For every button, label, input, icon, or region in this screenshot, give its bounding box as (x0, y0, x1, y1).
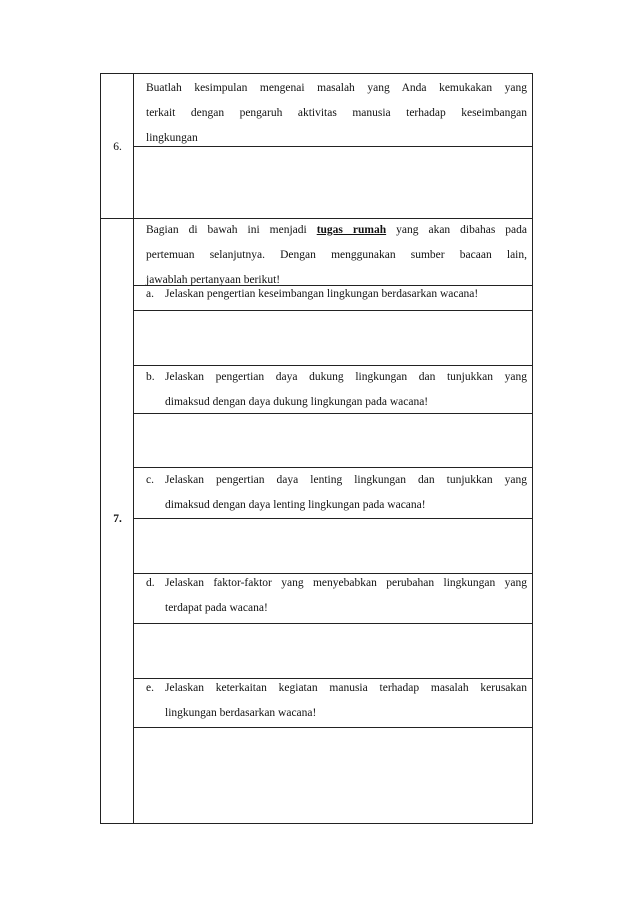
answer-box-c[interactable] (134, 519, 532, 573)
sub-question-letter: b. (146, 371, 155, 383)
sub-question-a (146, 282, 527, 307)
question-6-text (146, 76, 527, 151)
sub-question-text (165, 676, 527, 726)
sub-question-line-1: Jelaskan faktor-faktor yang menyebabkan perubahan lingkungan yang (165, 577, 527, 589)
answer-box-b[interactable] (134, 414, 532, 467)
sub-question-text (165, 365, 527, 415)
sub-question-letter: d. (146, 577, 155, 589)
question-7-intro-line-1 (146, 218, 527, 243)
question-7-intro-line-3: jawablah pertanyaan berikut! (146, 274, 281, 286)
answer-box-e[interactable] (134, 728, 532, 823)
sub-question-e (146, 676, 527, 726)
question-6-line-3: lingkungan (146, 132, 198, 144)
worksheet-table (100, 73, 533, 824)
question-number-6: 6. (113, 141, 122, 153)
sub-question-line-1: Jelaskan keterkaitan kegiatan manusia terhadap masalah kerusakan (165, 682, 527, 694)
sub-question-line-1: Jelaskan pengertian daya lenting lingkungan dan tunjukkan yang (165, 474, 527, 486)
answer-box-a[interactable] (134, 311, 532, 365)
question-number-7: 7. (113, 513, 122, 525)
sub-question-text (165, 468, 527, 518)
sub-question-line-1: Jelaskan pengertian daya dukung lingkungan dan tunjukkan yang (165, 371, 527, 383)
sub-question-b (146, 365, 527, 415)
number-column (101, 74, 134, 823)
sub-question-d (146, 571, 527, 621)
sub-question-letter: e. (146, 682, 154, 694)
sub-question-text (165, 571, 527, 621)
sub-question-line-2: dimaksud dengan daya dukung lingkungan pada wacana! (165, 396, 429, 408)
sub-question-letter: a. (146, 288, 154, 300)
question-6-line-2: terkait dengan pengaruh aktivitas manusia terhadap keseimbangan (146, 107, 527, 119)
sub-question-text: Jelaskan pengertian keseimbangan lingkungan berdasarkan wacana! (165, 288, 479, 300)
answer-box-6[interactable] (134, 147, 532, 218)
sub-question-c (146, 468, 527, 518)
question-6-line-1: Buatlah kesimpulan mengenai masalah yang Anda kemukakan yang (146, 82, 527, 94)
intro-before: Bagian di bawah ini menjadi (146, 224, 307, 236)
intro-after: yang akan dibahas pada (396, 224, 528, 236)
sub-question-letter: c. (146, 474, 154, 486)
answer-box-d[interactable] (134, 624, 532, 679)
homework-emphasis: tugas rumah (316, 224, 387, 236)
question-7-intro-line-2: pertemuan selanjutnya. Dengan menggunakan sumber bacaan lain, (146, 249, 527, 261)
sub-question-line-2: dimaksud dengan daya lenting lingkungan pada wacana! (165, 499, 426, 511)
sub-question-line-2: lingkungan berdasarkan wacana! (165, 707, 317, 719)
sub-question-line-2: terdapat pada wacana! (165, 602, 268, 614)
